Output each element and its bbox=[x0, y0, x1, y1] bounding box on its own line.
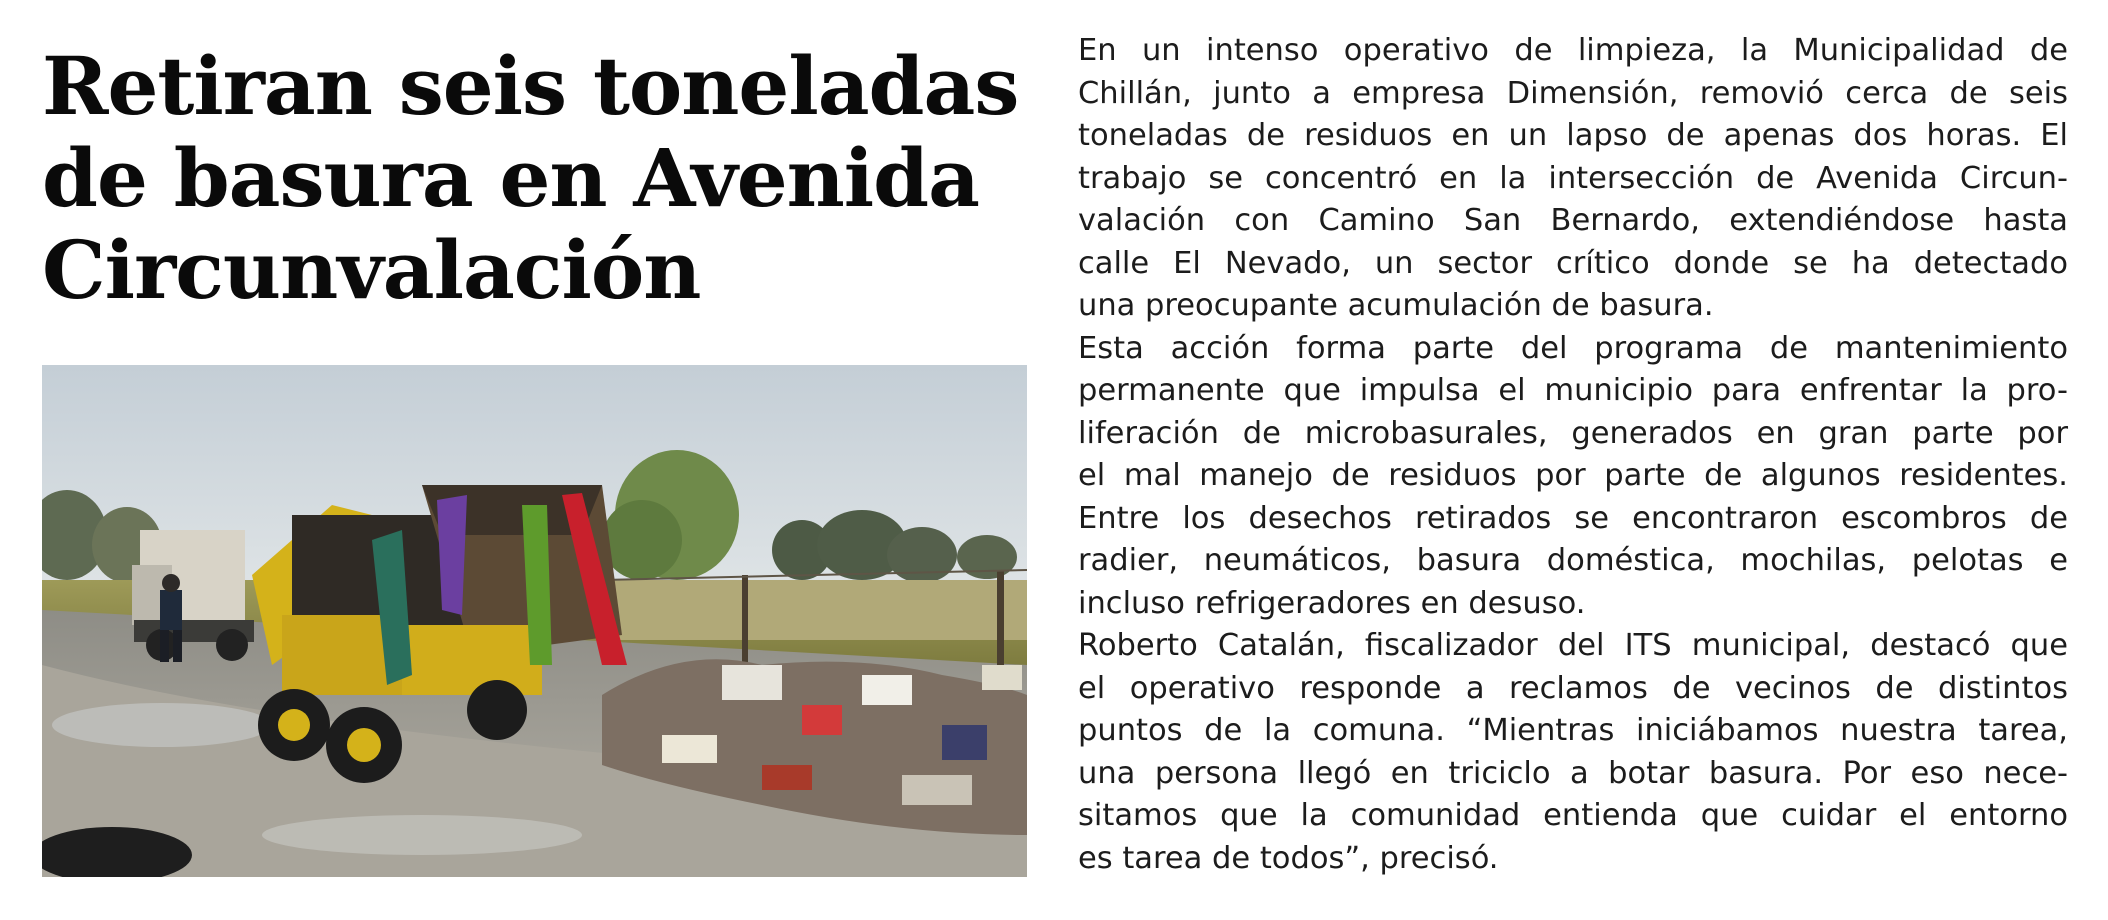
text-line: valación con Camino San Bernardo, extendiéndose hasta bbox=[1078, 203, 2068, 238]
headline-line-3: Circunvalación bbox=[42, 223, 701, 317]
article-headline bbox=[42, 40, 1042, 316]
article-photo bbox=[42, 365, 1027, 877]
loader-garbage-photo bbox=[42, 365, 1027, 877]
text-line: Roberto Catalán, fiscalizador del ITS municipal, destacó que bbox=[1078, 628, 2068, 663]
text-line: En un intenso operativo de limpieza, la Municipalidad de bbox=[1078, 33, 2068, 68]
headline-line-1: Retiran seis toneladas bbox=[42, 39, 1019, 133]
paragraph-2 bbox=[1078, 328, 2068, 626]
paragraph-1 bbox=[1078, 30, 2068, 328]
text-line: incluso refrigeradores en desuso. bbox=[1078, 585, 1586, 621]
text-line: liferación de microbasurales, generados en gran parte por bbox=[1078, 415, 2068, 451]
headline-line-2: de basura en Avenida bbox=[42, 131, 979, 225]
text-line: calle El Nevado, un sector crítico donde se ha detectado bbox=[1078, 245, 2068, 281]
text-line: sitamos que la comunidad entienda que cuidar el entorno bbox=[1078, 798, 2068, 833]
text-line: una preocupante acumulación de basura. bbox=[1078, 288, 1714, 323]
text-line: radier, neumáticos, basura doméstica, mochilas, pelotas e bbox=[1078, 543, 2068, 578]
paragraph-3 bbox=[1078, 625, 2068, 880]
text-line: trabajo se concentró en la intersección de Avenida Circun- bbox=[1078, 160, 2068, 196]
text-line: el operativo responde a reclamos de vecinos de distintos bbox=[1078, 670, 2068, 706]
article-body bbox=[1078, 30, 2068, 880]
text-line: toneladas de residuos en un lapso de apenas dos horas. El bbox=[1078, 118, 2068, 153]
text-line: el mal manejo de residuos por parte de algunos residentes. bbox=[1078, 458, 2068, 493]
text-line: Esta acción forma parte del programa de mantenimiento bbox=[1078, 330, 2068, 366]
text-line: Entre los desechos retirados se encontraron escombros de bbox=[1078, 500, 2068, 536]
text-line: una persona llegó en triciclo a botar basura. Por eso nece- bbox=[1078, 755, 2068, 791]
text-line: es tarea de todos”, precisó. bbox=[1078, 840, 1499, 876]
text-line: puntos de la comuna. “Mientras iniciábamos nuestra tarea, bbox=[1078, 713, 2068, 748]
text-line: permanente que impulsa el municipio para enfrentar la pro- bbox=[1078, 373, 2068, 408]
text-line: Chillán, junto a empresa Dimensión, removió cerca de seis bbox=[1078, 75, 2068, 111]
